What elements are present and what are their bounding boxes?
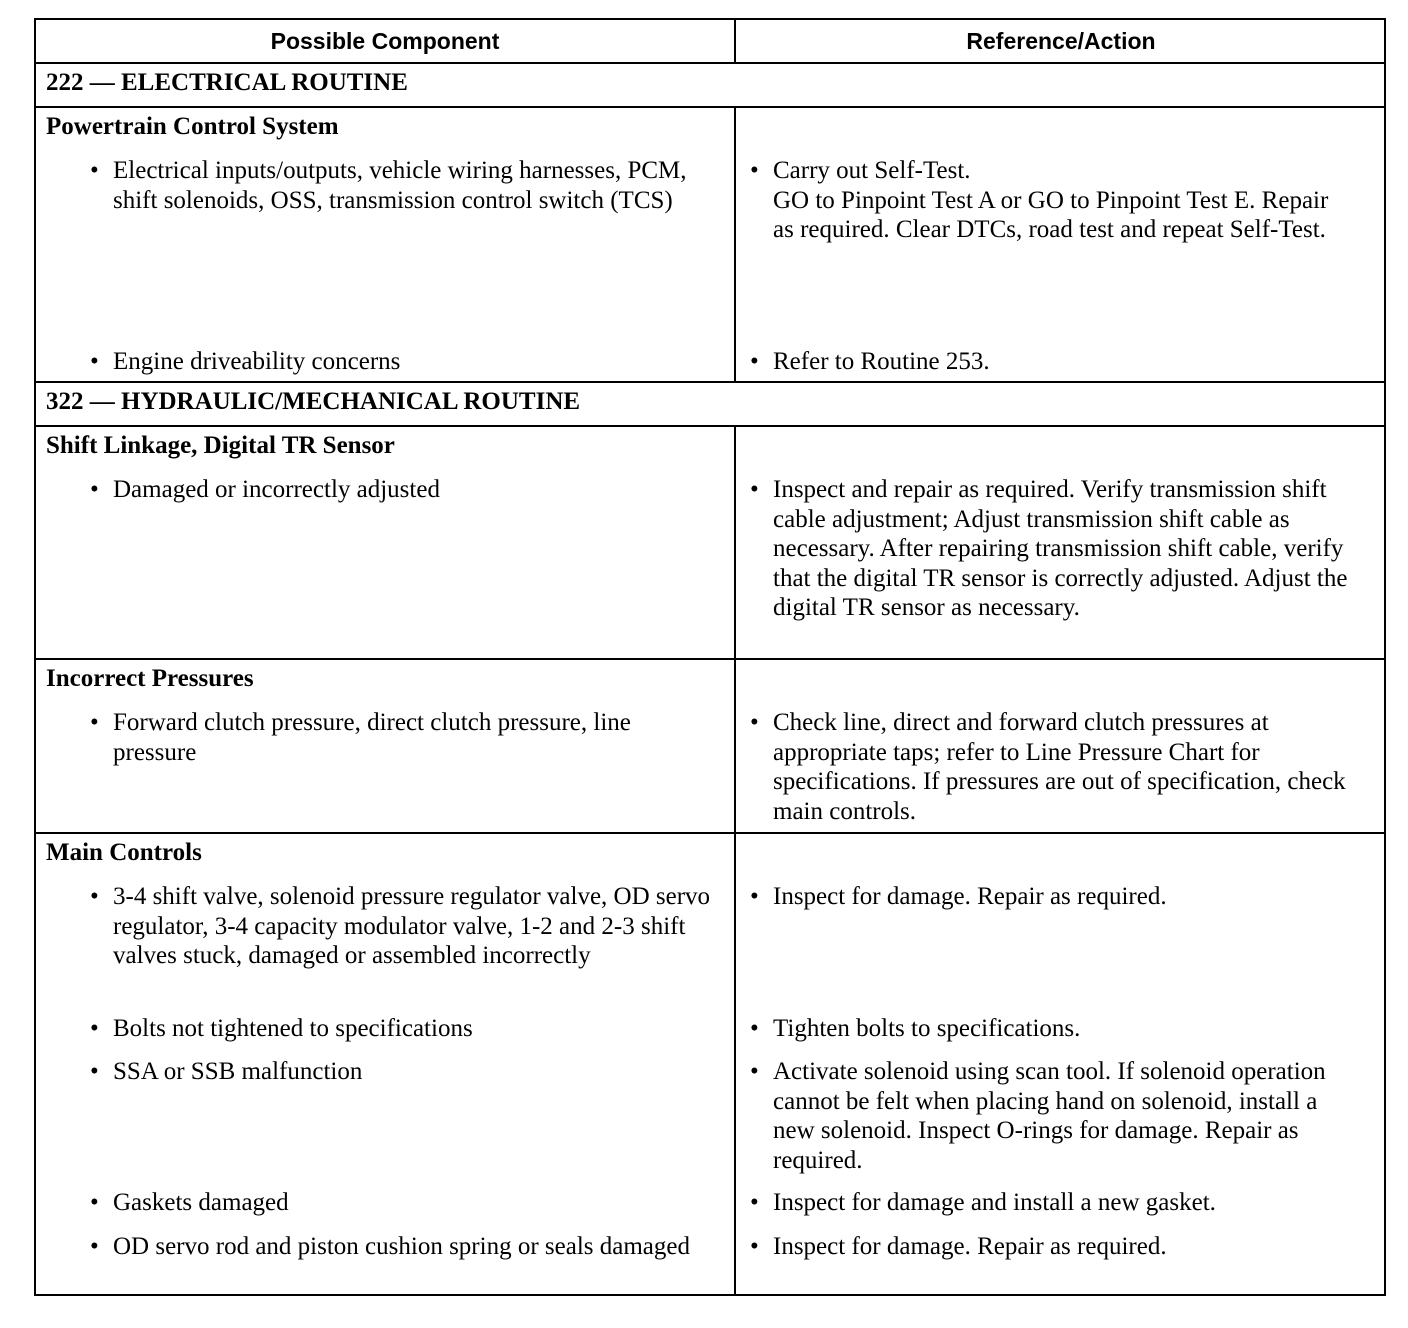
component-item: 3-4 shift valve, solenoid pressure regulator valve, OD servo regulator, 3-4 capacity modulator valve, 1-2 and 2-3 shift valves stuck, damaged or assembled incorrectly — [113, 883, 711, 969]
component-item: OD servo rod and piston cushion spring or seals damaged — [113, 1233, 690, 1260]
group-heading: Shift Linkage, Digital TR Sensor — [46, 432, 395, 459]
component-item: SSA or SSB malfunction — [113, 1058, 363, 1085]
header-possible-component: Possible Component — [270, 28, 500, 54]
action-item: Inspect for damage. Repair as required. — [773, 883, 1167, 910]
bullet: • — [90, 883, 99, 910]
group-heading: Incorrect Pressures — [46, 665, 254, 692]
row-divider — [36, 381, 1384, 383]
bullet: • — [90, 1189, 99, 1216]
bullet: • — [750, 1015, 759, 1042]
bullet: • — [750, 157, 759, 184]
bullet: • — [90, 476, 99, 503]
bullet: • — [90, 1233, 99, 1260]
row-divider — [36, 832, 1384, 834]
column-divider — [734, 106, 736, 382]
bullet: • — [90, 1015, 99, 1042]
section-title: 222 — ELECTRICAL ROUTINE — [46, 69, 408, 96]
action-item: Refer to Routine 253. — [773, 348, 990, 375]
action-item: Activate solenoid using scan tool. If solenoid operation cannot be felt when placing hand on solenoid, install a new solenoid. Inspect O-rings for damage. Repair as required. — [773, 1058, 1326, 1174]
component-item: Electrical inputs/outputs, vehicle wiring harnesses, PCM, shift solenoids, OSS, transmission control switch (TCS) — [113, 157, 687, 214]
action-item: Tighten bolts to specifications. — [773, 1015, 1081, 1042]
action-item: Check line, direct and forward clutch pressures at appropriate taps; refer to Line Pressure Chart for specifications. If pressures are out of specification, check main controls. — [773, 709, 1346, 825]
row-divider — [36, 425, 1384, 427]
action-item: Carry out Self-Test. GO to Pinpoint Test A or GO to Pinpoint Test E. Repair as required. Clear DTCs, road test and repeat Self-Test. — [773, 157, 1329, 243]
component-item: Gaskets damaged — [113, 1189, 289, 1216]
section-title: 322 — HYDRAULIC/MECHANICAL ROUTINE — [46, 388, 581, 415]
bullet: • — [750, 883, 759, 910]
component-item: Forward clutch pressure, direct clutch pressure, line pressure — [113, 709, 631, 766]
diagnosis-table — [34, 18, 1386, 1296]
component-item: Engine driveability concerns — [113, 348, 401, 375]
bullet: • — [90, 709, 99, 736]
bullet: • — [90, 157, 99, 184]
group-heading: Main Controls — [46, 839, 202, 866]
bullet: • — [750, 476, 759, 503]
column-divider — [734, 425, 736, 1296]
bullet: • — [750, 709, 759, 736]
group-heading: Powertrain Control System — [46, 113, 339, 140]
header-reference-action: Reference/Action — [966, 28, 1156, 54]
action-item: Inspect and repair as required. Verify transmission shift cable adjustment; Adjust transmission shift cable as necessary. After repairing transmission shift cable, verify that the digital TR sensor is correctly adjusted. Adjust the digital TR sensor as necessary. — [773, 476, 1348, 621]
action-item: Inspect for damage. Repair as required. — [773, 1233, 1167, 1260]
bullet: • — [90, 1058, 99, 1085]
bullet: • — [750, 1233, 759, 1260]
row-divider — [36, 62, 1384, 64]
row-divider — [36, 106, 1384, 108]
action-item: Inspect for damage and install a new gasket. — [773, 1189, 1216, 1216]
component-item: Bolts not tightened to specifications — [113, 1015, 473, 1042]
bullet: • — [750, 1058, 759, 1085]
row-divider — [36, 658, 1384, 660]
bullet: • — [750, 348, 759, 375]
component-item: Damaged or incorrectly adjusted — [113, 476, 440, 503]
bullet: • — [90, 348, 99, 375]
bullet: • — [750, 1189, 759, 1216]
